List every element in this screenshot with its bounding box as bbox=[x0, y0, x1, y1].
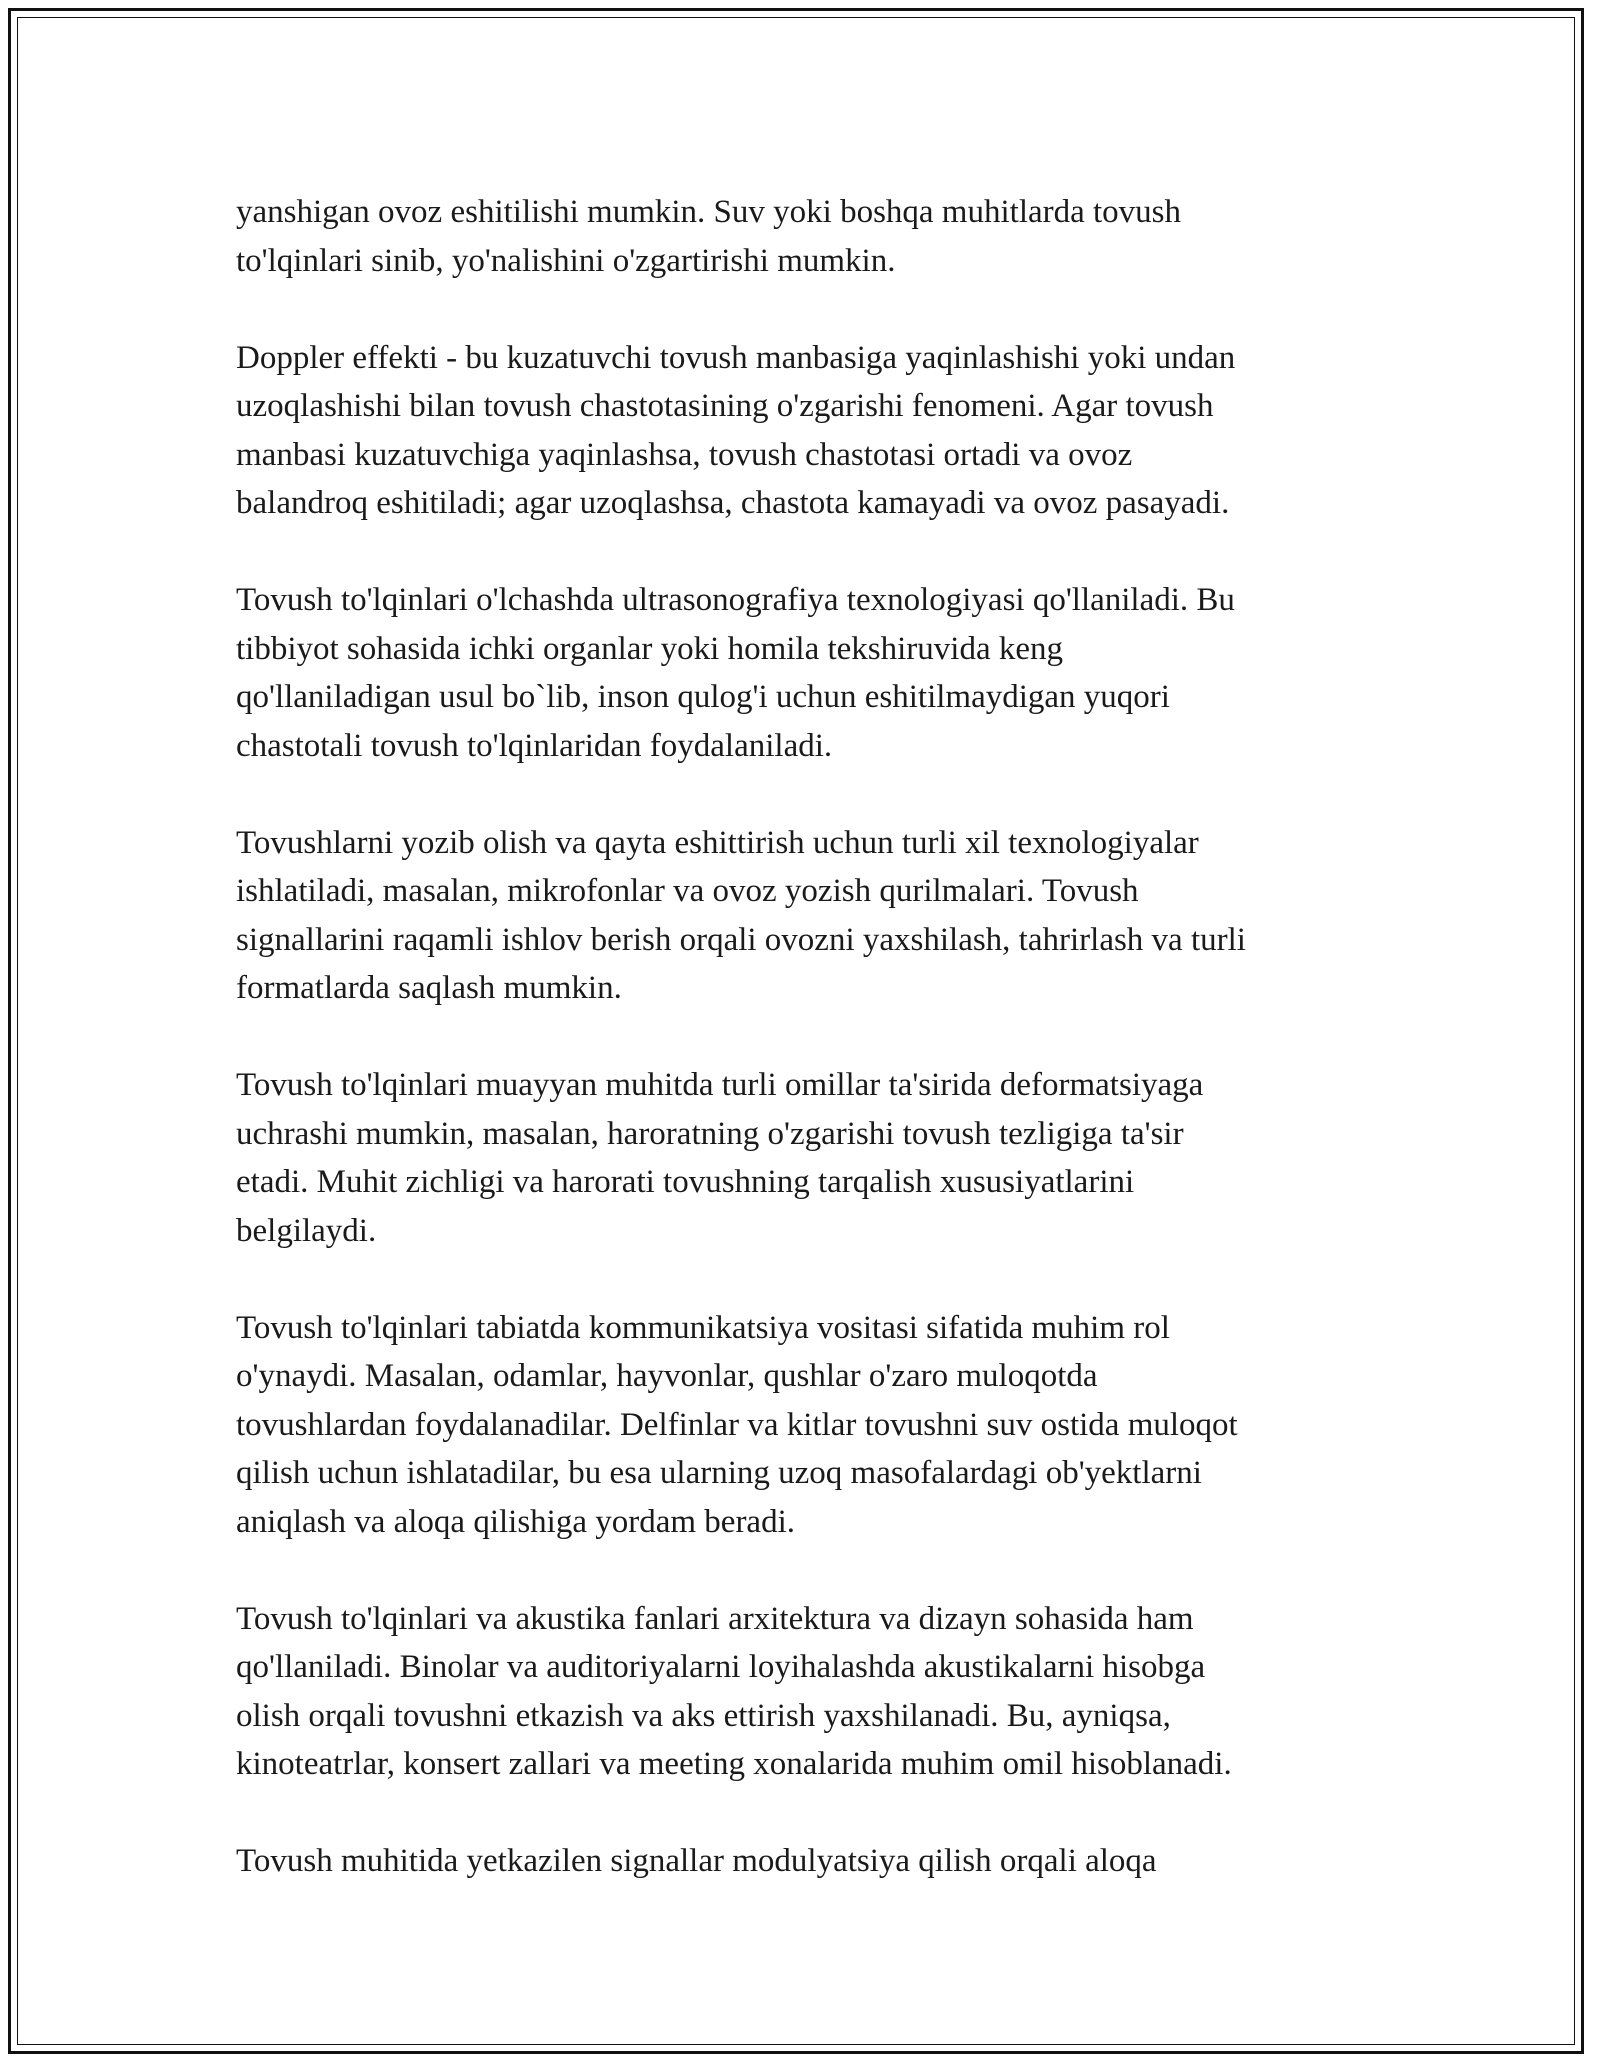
text-line: belgilaydi. bbox=[236, 1212, 377, 1249]
paragraph bbox=[236, 334, 1366, 528]
text-line: olish orqali tovushni etkazish va aks ettirish yaxshilanadi. Bu, ayniqsa, bbox=[236, 1697, 1171, 1734]
text-line: kinoteatrlar, konsert zallari va meeting xonalarida muhim omil hisoblanadi. bbox=[236, 1746, 1232, 1782]
text-line: Tovush to'lqinlari tabiatda kommunikatsiya vositasi sifatida muhim rol bbox=[236, 1309, 1170, 1346]
text-line: etadi. Muhit zichligi va harorati tovushning tarqalish xususiyatlarini bbox=[236, 1164, 1135, 1200]
text-line: uzoqlashishi bilan tovush chastotasining o'zgarishi fenomeni. Agar tovush bbox=[236, 388, 1214, 424]
text-line: Tovush to'lqinlari o'lchashda ultrasonografiya texnologiyasi qo'llaniladi. Bu bbox=[236, 582, 1235, 618]
text-line: Tovush to'lqinlari muayyan muhitda turli omillar ta'sirida deformatsiyaga bbox=[236, 1067, 1204, 1103]
text-line: to'lqinlari sinib, yo'nalishini o'zgartirishi mumkin. bbox=[236, 242, 896, 279]
paragraph bbox=[236, 576, 1366, 770]
text-line: ishlatiladi, masalan, mikrofonlar va ovoz yozish qurilmalari. Tovush bbox=[236, 873, 1139, 909]
paragraph bbox=[236, 1595, 1366, 1789]
paragraph bbox=[236, 1304, 1366, 1547]
text-line: manbasi kuzatuvchiga yaqinlashsa, tovush chastotasi ortadi va ovoz bbox=[236, 436, 1133, 473]
paragraph bbox=[236, 1061, 1366, 1255]
text-line: Tovushlarni yozib olish va qayta eshittirish uchun turli xil texnologiyalar bbox=[236, 824, 1199, 861]
text-line: Tovush muhitida yetkazilen signallar modulyatsiya qilish orqali aloqa bbox=[236, 1843, 1157, 1879]
text-line: formatlarda saqlash mumkin. bbox=[236, 970, 622, 1006]
text-line: uchrashi mumkin, masalan, haroratning o'zgarishi tovush tezligiga ta'sir bbox=[236, 1115, 1184, 1152]
text-line: tovushlardan foydalanadilar. Delfinlar va kitlar tovushni suv ostida muloqot bbox=[236, 1406, 1238, 1443]
document-body bbox=[236, 188, 1366, 1934]
text-line: chastotali tovush to'lqinlaridan foydalaniladi. bbox=[236, 727, 833, 764]
text-line: qo'llaniladi. Binolar va auditoriyalarni loyihalashda akustikalarni hisobga bbox=[236, 1649, 1206, 1685]
text-line: yanshigan ovoz eshitilishi mumkin. Suv yoki boshqa muhitlarda tovush bbox=[236, 194, 1182, 230]
text-line: o'ynaydi. Masalan, odamlar, hayvonlar, qushlar o'zaro muloqotda bbox=[236, 1358, 1098, 1394]
text-line: balandroq eshitiladi; agar uzoqlashsa, chastota kamayadi va ovoz pasayadi. bbox=[236, 485, 1230, 521]
paragraph bbox=[236, 1837, 1366, 1886]
text-line: qo'llaniladigan usul bo`lib, inson qulog'i uchun eshitilmaydigan yuqori bbox=[236, 679, 1170, 715]
text-line: tibbiyot sohasida ichki organlar yoki homila tekshiruvida keng bbox=[236, 630, 1063, 667]
text-line: aniqlash va aloqa qilishiga yordam beradi. bbox=[236, 1503, 796, 1540]
text-line: qilish uchun ishlatadilar, bu esa ularning uzoq masofalardagi ob'yektlarni bbox=[236, 1455, 1202, 1491]
text-line: signallarini raqamli ishlov berish orqali ovozni yaxshilash, tahrirlash va turli bbox=[236, 921, 1246, 958]
text-line: Tovush to'lqinlari va akustika fanlari arxitektura va dizayn sohasida ham bbox=[236, 1600, 1194, 1637]
text-line: Doppler effekti - bu kuzatuvchi tovush manbasiga yaqinlashishi yoki undan bbox=[236, 339, 1236, 376]
paragraph bbox=[236, 819, 1366, 1013]
paragraph bbox=[236, 188, 1366, 285]
